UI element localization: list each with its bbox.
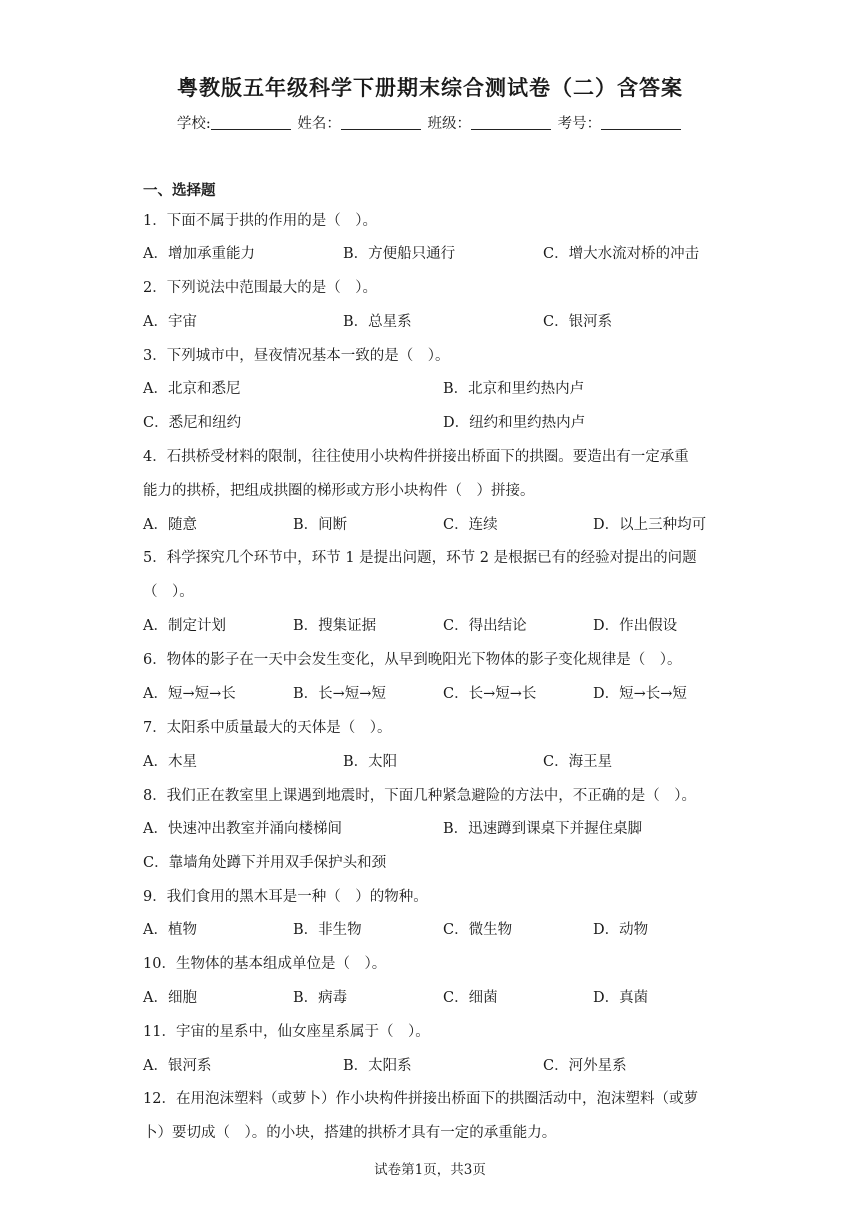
q3-option-a: A．北京和悉尼 bbox=[143, 381, 241, 397]
question-6: 6．物体的影子在一天中会发生变化，从早到晚阳光下物体的影子变化规律是（ ）。 bbox=[143, 652, 682, 668]
question-1: 1．下面不属于拱的作用的是（ ）。 bbox=[143, 213, 377, 229]
q2-option-b: B．总星系 bbox=[343, 314, 412, 330]
page-title: 粤教版五年级科学下册期末综合测试卷（二）含答案 bbox=[177, 76, 683, 100]
q3-option-c: C．悉尼和纽约 bbox=[143, 415, 242, 431]
q9-option-d: D．动物 bbox=[593, 922, 649, 938]
question-8: 8．我们正在教室里上课遇到地震时，下面几种紧急避险的方法中，不正确的是（ ）。 bbox=[143, 788, 696, 804]
q6-option-b: B．长→短→短 bbox=[293, 686, 386, 702]
q7-option-a: A．木星 bbox=[143, 754, 197, 770]
school-label: 学校: bbox=[176, 116, 211, 132]
question-11: 11．宇宙的星系中，仙女座星系属于（ ）。 bbox=[143, 1024, 430, 1040]
q10-option-d: D．真菌 bbox=[593, 990, 649, 1006]
exam-number-label: 考号： bbox=[557, 116, 602, 132]
q2-option-a: A．宇宙 bbox=[143, 314, 197, 330]
question-5: 5．科学探究几个环节中，环节 1 是提出问题，环节 2 是根据已有的经验对提出的问题 bbox=[143, 550, 697, 566]
q9-option-b: B．非生物 bbox=[293, 922, 362, 938]
q8-option-c: C．靠墙角处蹲下并用双手保护头和颈 bbox=[143, 855, 387, 871]
q5-option-b: B．搜集证据 bbox=[293, 618, 377, 634]
q4-option-b: B．间断 bbox=[293, 517, 348, 533]
q6-option-a: A．短→短→长 bbox=[143, 686, 236, 702]
q8-option-b: B．迅速蹲到课桌下并握住桌脚 bbox=[443, 821, 643, 837]
section-heading: 一、选择题 bbox=[143, 183, 216, 199]
q6-option-d: D．短→长→短 bbox=[593, 686, 687, 702]
name-blank bbox=[341, 115, 421, 130]
question-4-continued: 能力的拱桥，把组成拱圈的梯形或方形小块构件（ ）拼接。 bbox=[143, 483, 535, 499]
question-10: 10．生物体的基本组成单位是（ ）。 bbox=[143, 956, 387, 972]
q2-option-c: C．银河系 bbox=[543, 314, 613, 330]
name-label: 姓名： bbox=[297, 116, 341, 132]
q3-option-d: D．纽约和里约热内卢 bbox=[443, 415, 586, 431]
q7-option-b: B．太阳 bbox=[343, 754, 398, 770]
question-3: 3．下列城市中，昼夜情况基本一致的是（ ）。 bbox=[143, 348, 450, 364]
q1-option-a: A．增加承重能力 bbox=[143, 246, 255, 262]
q11-option-b: B．太阳系 bbox=[343, 1058, 412, 1074]
question-9: 9．我们食用的黑木耳是一种（ ）的物种。 bbox=[143, 889, 428, 905]
q3-option-b: B．北京和里约热内卢 bbox=[443, 381, 585, 397]
q4-option-a: A．随意 bbox=[143, 517, 197, 533]
class-blank bbox=[471, 115, 551, 130]
q6-option-c: C．长→短→长 bbox=[443, 686, 537, 702]
q1-option-b: B．方便船只通行 bbox=[343, 246, 456, 262]
q1-option-c: C．增大水流对桥的冲击 bbox=[543, 246, 700, 262]
question-12-continued: 卜）要切成（ ）。的小块，搭建的拱桥才具有一定的承重能力。 bbox=[143, 1125, 557, 1141]
question-7: 7．太阳系中质量最大的天体是（ ）。 bbox=[143, 720, 392, 736]
q10-option-a: A．细胞 bbox=[143, 990, 197, 1006]
question-5-continued: （ ）。 bbox=[143, 584, 194, 600]
q10-option-b: B．病毒 bbox=[293, 990, 348, 1006]
question-4: 4．石拱桥受材料的限制，往往使用小块构件拼接出桥面下的拱圈。要造出有一定承重 bbox=[143, 449, 689, 465]
q10-option-c: C．细菌 bbox=[443, 990, 498, 1006]
q9-option-a: A．植物 bbox=[143, 922, 197, 938]
q5-option-d: D．作出假设 bbox=[593, 618, 678, 634]
page-footer: 试卷第1页，共3页 bbox=[374, 1162, 486, 1178]
exam-number-blank bbox=[601, 115, 681, 130]
q7-option-c: C．海王星 bbox=[543, 754, 613, 770]
q9-option-c: C．微生物 bbox=[443, 922, 513, 938]
student-info-line bbox=[0, 112, 860, 133]
q5-option-c: C．得出结论 bbox=[443, 618, 527, 634]
question-2: 2．下列说法中范围最大的是（ ）。 bbox=[143, 280, 377, 296]
question-12: 12．在用泡沫塑料（或萝卜）作小块构件拼接出桥面下的拱圈活动中，泡沫塑料（或萝 bbox=[143, 1091, 698, 1107]
q11-option-c: C．河外星系 bbox=[543, 1058, 627, 1074]
class-label: 班级： bbox=[427, 116, 471, 132]
q11-option-a: A．银河系 bbox=[143, 1058, 212, 1074]
q4-option-d: D．以上三种均可 bbox=[593, 517, 707, 533]
school-blank bbox=[211, 115, 291, 130]
q5-option-a: A．制定计划 bbox=[143, 618, 226, 634]
q4-option-c: C．连续 bbox=[443, 517, 498, 533]
q8-option-a: A．快速冲出教室并涌向楼梯间 bbox=[143, 821, 342, 837]
